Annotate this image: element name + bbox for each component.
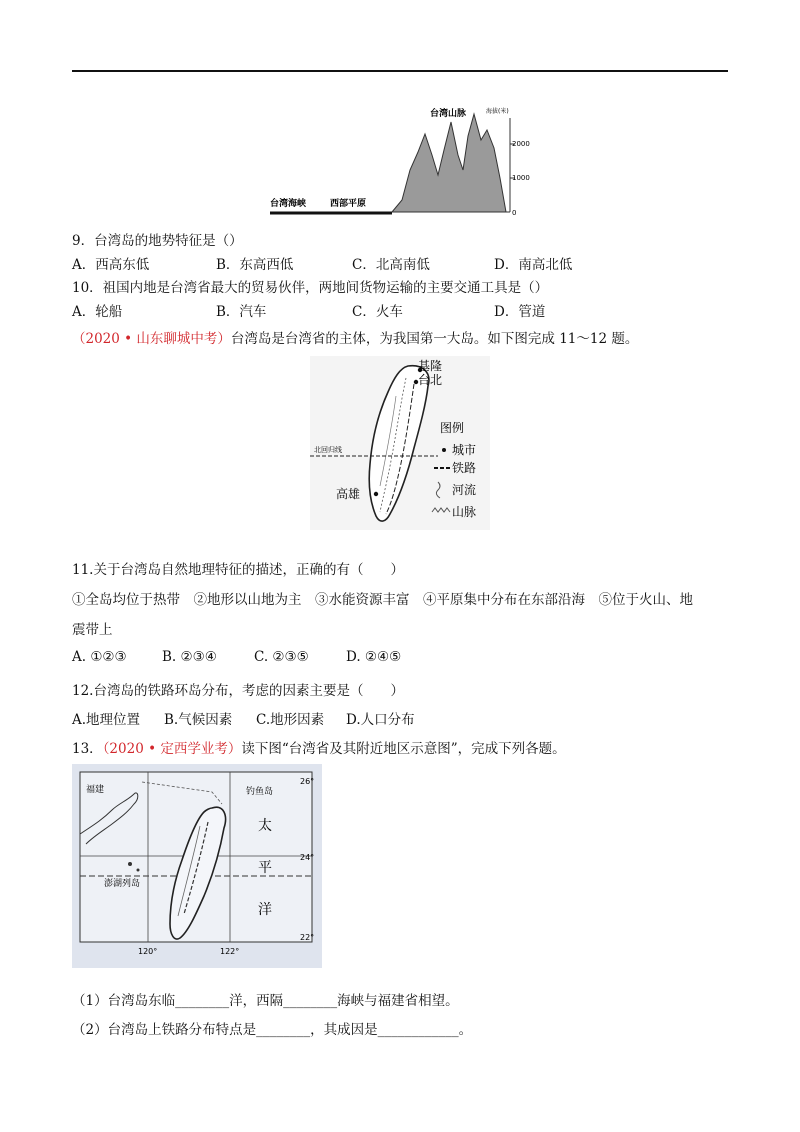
- q11-statements-line2: 震带上: [72, 622, 113, 638]
- q12-option-b: B.气候因素: [164, 712, 233, 728]
- q9-stem: 9．台湾岛的地势特征是（）: [72, 233, 243, 249]
- q11-option-d: D. ②④⑤: [346, 649, 402, 665]
- intro-text: 台湾岛是台湾省的主体，为我国第一大岛。如下图完成 11～12 题。: [230, 331, 639, 347]
- map-label-ping: 平: [258, 860, 272, 876]
- taiwan-profile-figure: [262, 100, 532, 222]
- source-tag: （2020 • 山东聊城中考）: [72, 331, 231, 347]
- tick-1000: 1000: [512, 174, 530, 182]
- q9-option-b: B．东高西低: [216, 257, 294, 273]
- q11-option-a: A. ①②③: [72, 649, 127, 665]
- taiwan-region-map: [72, 764, 322, 968]
- q13-sub2: （2）台湾岛上铁路分布特点是________，其成因是____________。: [72, 1022, 473, 1038]
- map-lon-120: 120°: [138, 947, 158, 956]
- map-label-penghu: 澎湖列岛: [104, 879, 141, 889]
- map-lat-24: 24°: [300, 853, 315, 862]
- q10-option-a: A．轮船: [72, 304, 123, 320]
- q11-option-c: C. ②③⑤: [254, 649, 309, 665]
- q9-option-c: C．北高南低: [352, 257, 430, 273]
- q11-stem: 11.关于台湾岛自然地理特征的描述，正确的有（ ）: [72, 562, 404, 578]
- label-mountain: 台湾山脉: [430, 109, 467, 119]
- city-keelung: 基隆: [418, 359, 443, 373]
- q13-source: （2020 • 定西学业考）: [102, 741, 242, 757]
- legend-city: 城市: [452, 443, 477, 457]
- city-taipei: 台北: [418, 373, 443, 387]
- map-label-tai: 太: [258, 818, 272, 834]
- legend-railway: 铁路: [452, 461, 477, 475]
- q11-option-b: B. ②③④: [162, 649, 217, 665]
- map-label-diaoyu: 钓鱼岛: [246, 787, 274, 797]
- legend-river: 河流: [452, 483, 477, 497]
- taiwan-map-figure: [310, 356, 490, 530]
- map-lon-122: 122°: [220, 947, 240, 956]
- tick-0: 0: [512, 209, 517, 217]
- label-plain: 西部平原: [330, 199, 367, 209]
- q10-option-c: C．火车: [352, 304, 403, 320]
- q13-sub1: （1）台湾岛东临________洋，西隔________海峡与福建省相望。: [72, 993, 459, 1009]
- q9-option-d: D．南高北低: [494, 257, 573, 273]
- map-lat-26: 26°: [300, 777, 315, 786]
- label-strait: 台湾海峡: [270, 199, 307, 209]
- q13-number: 13．: [72, 741, 103, 757]
- q11-statements-line1: ①全岛均位于热带 ②地形以山地为主 ③水能资源丰富 ④平原集中分布在东部沿海 ⑤位于火山、地: [72, 592, 693, 608]
- q12-option-c: C.地形因素: [256, 712, 325, 728]
- q10-stem: 10．祖国内地是台湾省最大的贸易伙伴，两地间货物运输的主要交通工具是（）: [72, 280, 549, 296]
- legend-mountain: 山脉: [452, 505, 477, 519]
- q9-option-a: A．西高东低: [72, 257, 150, 273]
- map-label-fujian: 福建: [86, 785, 105, 795]
- legend-title: 图例: [440, 421, 465, 435]
- tropic-label: 北回归线: [314, 446, 342, 454]
- q12-stem: 12.台湾岛的铁路环岛分布，考虑的因素主要是（ ）: [72, 683, 404, 699]
- city-kaohsiung: 高雄: [336, 487, 361, 501]
- q10-option-b: B．汽车: [216, 304, 267, 320]
- tick-2000: 2000: [512, 140, 530, 148]
- header-rule: [72, 70, 728, 72]
- q12-option-d: D.人口分布: [346, 712, 415, 728]
- q13-text: 读下图“台湾省及其附近地区示意图”，完成下列各题。: [241, 741, 566, 757]
- label-altitude: 海拔(米): [486, 108, 509, 115]
- q10-option-d: D．管道: [494, 304, 546, 320]
- map-lat-22: 22°: [300, 933, 315, 942]
- map-label-yang: 洋: [258, 902, 272, 918]
- q12-option-a: A.地理位置: [72, 712, 141, 728]
- q13-intro: [72, 737, 566, 757]
- intro-11-12: [72, 327, 638, 347]
